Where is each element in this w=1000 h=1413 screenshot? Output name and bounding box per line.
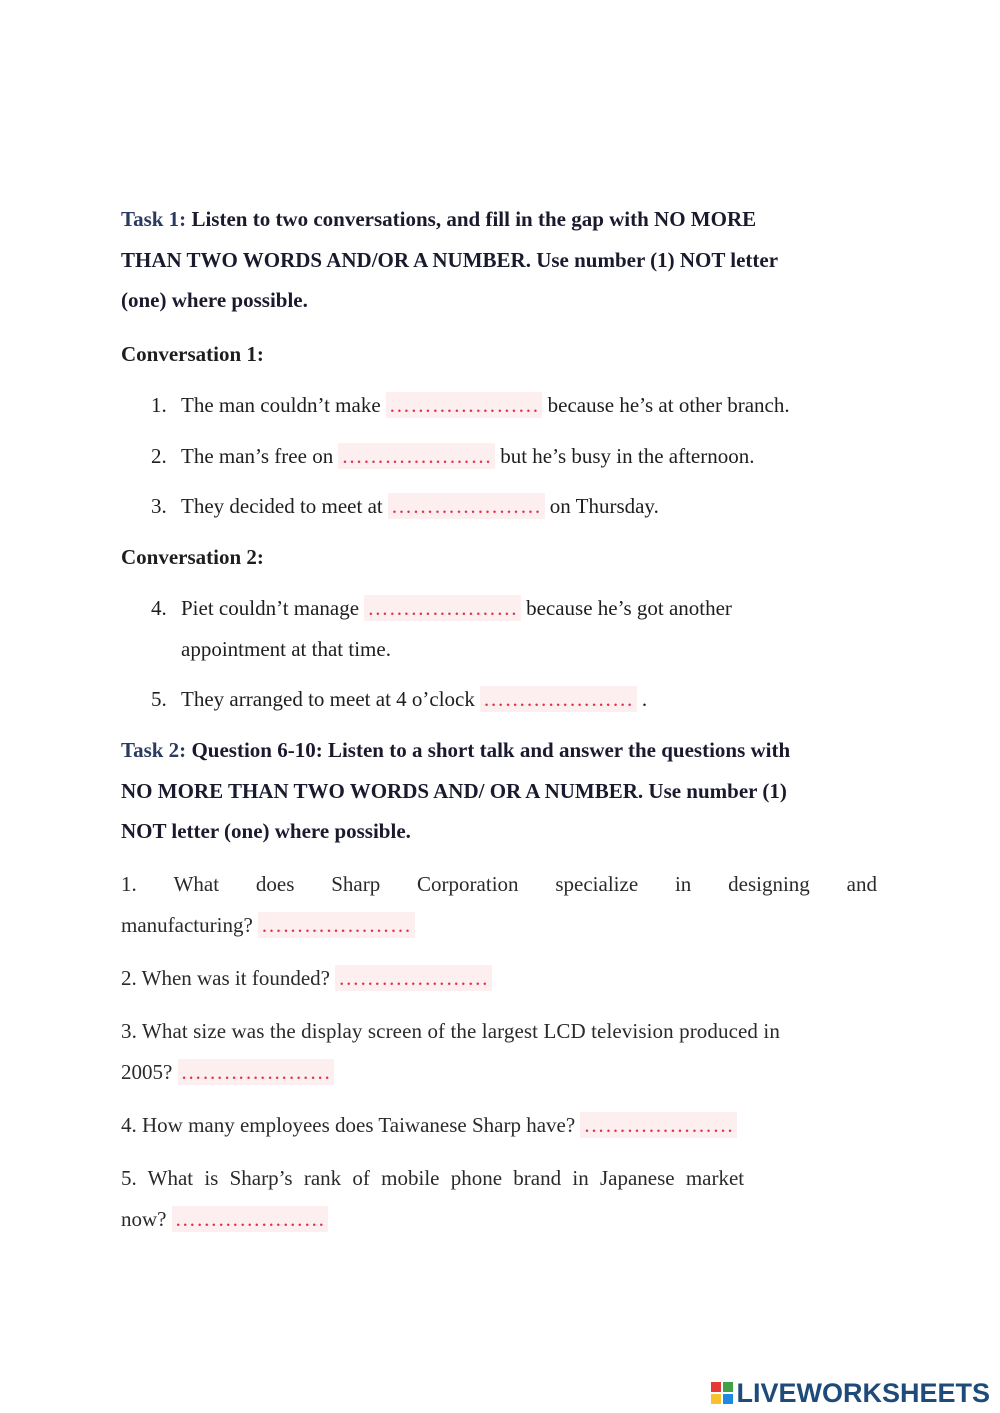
question-2 (121, 958, 877, 999)
answer-gap-2[interactable]: ………………… (338, 443, 495, 469)
answer-gap-1[interactable]: ………………… (386, 392, 543, 418)
liveworksheets-logo (711, 1376, 990, 1410)
item-number: 1. (151, 393, 167, 417)
question-1 (121, 864, 877, 946)
logo-square (711, 1382, 721, 1392)
answer-gap-5[interactable]: ………………… (480, 686, 637, 712)
conversation-item-4 (151, 588, 871, 670)
item-text-before: They decided to meet at (181, 494, 383, 518)
item-text-before: The man’s free on (181, 444, 334, 468)
task2-line2: NO MORE THAN TWO WORDS AND/ OR A NUMBER. Use number (1) (121, 778, 787, 803)
task1-line1: Listen to two conversations, and fill in the gap with NO MORE (191, 207, 757, 231)
q2-text: 2. When was it founded? (121, 966, 330, 990)
answer-gap-8[interactable]: ………………… (178, 1059, 335, 1085)
answer-gap-4[interactable]: ………………… (364, 595, 521, 621)
item-text-continued: appointment at that time. (181, 637, 391, 661)
q1-word: does (255, 872, 295, 896)
item-number: 5. (151, 687, 167, 711)
item-number: 4. (151, 596, 167, 620)
q1-word: 1. (121, 872, 137, 896)
task2-instructions (121, 730, 881, 852)
q5-line2: now? (121, 1207, 167, 1231)
task2-line1: Question 6-10: Listen to a short talk and answer the questions with (191, 738, 791, 762)
q1-word: What (173, 872, 220, 896)
q1-line2: manufacturing? (121, 913, 253, 937)
answer-gap-9[interactable]: ………………… (580, 1112, 737, 1138)
logo-square (723, 1382, 733, 1392)
question-5 (121, 1158, 877, 1240)
item-text-after: on Thursday. (549, 494, 659, 518)
task2-label: Task 2: (121, 738, 187, 762)
q1-word: and (846, 872, 877, 896)
answer-gap-7[interactable]: ………………… (335, 965, 492, 991)
answer-gap-6[interactable]: ………………… (258, 912, 415, 938)
item-text-after: because he’s got another (526, 596, 732, 620)
task1-line2: THAN TWO WORDS AND/OR A NUMBER. Use number (1) NOT letter (121, 247, 779, 272)
item-text-after: because he’s at other branch. (547, 393, 790, 417)
task1-instructions (121, 199, 881, 321)
conversation2-title: Conversation 2: (121, 545, 264, 569)
logo-text: LIVEWORKSHEETS (736, 1377, 990, 1408)
q1-word: Corporation (417, 872, 519, 896)
item-text-after: . (641, 687, 648, 711)
question-4 (121, 1105, 877, 1146)
q1-word: in (674, 872, 692, 896)
conversation-item-5 (151, 679, 871, 720)
conversation1-title: Conversation 1: (121, 342, 264, 366)
q1-word: Sharp (331, 872, 381, 896)
item-text-before: They arranged to meet at 4 o’clock (181, 687, 475, 711)
item-text-before: The man couldn’t make (181, 393, 381, 417)
task1-label: Task 1: (121, 207, 187, 231)
answer-gap-10[interactable]: ………………… (172, 1206, 329, 1232)
q3-text: 3. What size was the display screen of the largest LCD television produced in (121, 1019, 780, 1043)
conversation-item-2 (151, 436, 871, 477)
logo-mark-icon (711, 1382, 733, 1404)
item-number: 3. (151, 494, 167, 518)
item-text-after: but he’s busy in the afternoon. (500, 444, 755, 468)
logo-square (723, 1394, 733, 1404)
logo-square (711, 1394, 721, 1404)
item-text-before: Piet couldn’t manage (181, 596, 360, 620)
task1-line3: (one) where possible. (121, 288, 308, 312)
item-number: 2. (151, 444, 167, 468)
conversation-item-1 (151, 385, 871, 426)
q1-word: specialize (555, 872, 639, 896)
q1-word: designing (728, 872, 810, 896)
conversation-item-3 (151, 486, 871, 527)
q4-text: 4. How many employees does Taiwanese Sharp have? (121, 1113, 576, 1137)
task2-line3: NOT letter (one) where possible. (121, 819, 411, 843)
question-3 (121, 1011, 877, 1093)
answer-gap-3[interactable]: ………………… (388, 493, 545, 519)
q5-text: 5. What is Sharp’s rank of mobile phone brand in Japanese market (121, 1166, 745, 1190)
q3-line2: 2005? (121, 1060, 173, 1084)
